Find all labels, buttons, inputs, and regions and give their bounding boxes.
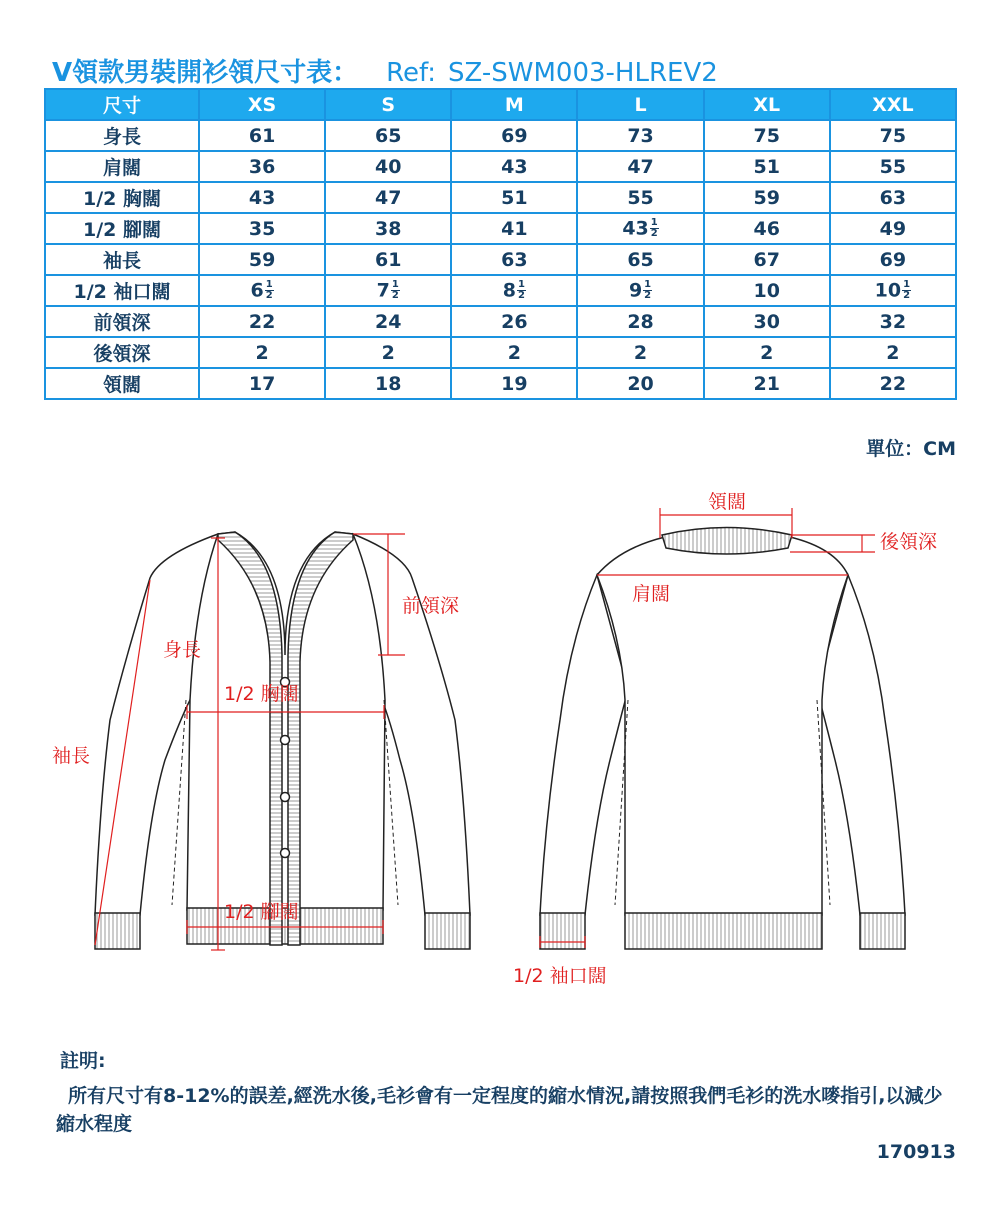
table-row <box>45 368 956 399</box>
table-body <box>45 120 956 399</box>
header-cell: XL <box>704 89 830 120</box>
notes-body: 所有尺寸有8-12%的誤差,經洗水後,毛衫會有一定程度的縮水情況,請按照我們毛衫的洗水嘜指引,以減少縮水程度 <box>56 1085 943 1135</box>
label-back-neck-depth: 後領深 <box>880 531 938 553</box>
table-cell: 2 <box>830 337 956 368</box>
row-label: 1/2 腳闊 <box>45 213 199 244</box>
table-cell: 2 <box>704 337 830 368</box>
table-cell: 49 <box>830 213 956 244</box>
table-cell: 32 <box>830 306 956 337</box>
table-cell: 67 <box>704 244 830 275</box>
table-cell: 21 <box>704 368 830 399</box>
table-row <box>45 337 956 368</box>
header-cell: L <box>577 89 703 120</box>
label-neck-width: 領闊 <box>708 491 747 513</box>
label-front-neck-depth: 前領深 <box>402 595 460 617</box>
table-cell: 36 <box>199 151 325 182</box>
label-half-chest: 1/2 胸闊 <box>224 683 299 705</box>
back-sweater <box>540 528 905 950</box>
table-cell: 8 $\frac{1}{2}$ <box>451 275 577 306</box>
row-label: 袖長 <box>45 244 199 275</box>
back-left-cuff <box>540 913 585 949</box>
table-cell: 2 <box>577 337 703 368</box>
table-cell: 26 <box>451 306 577 337</box>
table-cell: 59 <box>199 244 325 275</box>
table-cell: 51 <box>451 182 577 213</box>
table-cell: 17 <box>199 368 325 399</box>
back-collar <box>662 528 792 555</box>
row-label: 後領深 <box>45 337 199 368</box>
table-cell: 19 <box>451 368 577 399</box>
table-cell: 43 $\frac{1}{2}$ <box>577 213 703 244</box>
table-cell: 22 <box>199 306 325 337</box>
table-cell: 55 <box>577 182 703 213</box>
back-right-cuff <box>860 913 905 949</box>
label-half-hem: 1/2 腳闊 <box>224 901 299 923</box>
table-row <box>45 120 956 151</box>
table-cell: 73 <box>577 120 703 151</box>
table-row <box>45 213 956 244</box>
row-label: 肩闊 <box>45 151 199 182</box>
label-half-cuff: 1/2 袖口闊 <box>513 965 607 987</box>
header-cell: XXL <box>830 89 956 120</box>
table-cell: 28 <box>577 306 703 337</box>
table-cell: 55 <box>830 151 956 182</box>
front-right-cuff <box>425 913 470 949</box>
table-row <box>45 182 956 213</box>
table-cell: 22 <box>830 368 956 399</box>
label-body-length: 身長 <box>163 639 202 661</box>
table-cell: 2 <box>199 337 325 368</box>
table-cell: 75 <box>830 120 956 151</box>
row-label: 1/2 袖口闊 <box>45 275 199 306</box>
table-header-row <box>45 89 956 120</box>
row-label: 身長 <box>45 120 199 151</box>
table-cell: 63 <box>451 244 577 275</box>
table-cell: 9 $\frac{1}{2}$ <box>577 275 703 306</box>
table-cell: 63 <box>830 182 956 213</box>
page-title <box>52 52 718 89</box>
back-hem-rib <box>625 913 822 949</box>
table-cell: 6 $\frac{1}{2}$ <box>199 275 325 306</box>
header-cell: S <box>325 89 451 120</box>
header-cell: 尺寸 <box>45 89 199 120</box>
table-cell: 69 <box>830 244 956 275</box>
row-label: 前領深 <box>45 306 199 337</box>
table-cell: 65 <box>325 120 451 151</box>
table-cell: 7 $\frac{1}{2}$ <box>325 275 451 306</box>
table-cell: 59 <box>704 182 830 213</box>
document-code: 170913 <box>876 1141 956 1163</box>
title-main: V領款男裝開衫領尺寸表： <box>52 58 359 88</box>
table-cell: 61 <box>199 120 325 151</box>
table-cell: 47 <box>325 182 451 213</box>
table-cell: 10 $\frac{1}{2}$ <box>830 275 956 306</box>
table-cell: 35 <box>199 213 325 244</box>
header-cell: XS <box>199 89 325 120</box>
table-cell: 41 <box>451 213 577 244</box>
table-cell: 2 <box>325 337 451 368</box>
table-row <box>45 306 956 337</box>
unit-label: 單位：CM <box>866 438 956 460</box>
size-table <box>44 88 957 400</box>
table-cell: 40 <box>325 151 451 182</box>
table-cell: 10 <box>704 275 830 306</box>
table-cell: 38 <box>325 213 451 244</box>
table-row <box>45 151 956 182</box>
table-cell: 20 <box>577 368 703 399</box>
table-cell: 51 <box>704 151 830 182</box>
table-cell: 2 <box>451 337 577 368</box>
table-row <box>45 244 956 275</box>
table-cell: 30 <box>704 306 830 337</box>
table-cell: 46 <box>704 213 830 244</box>
notes-heading: 註明: <box>60 1050 106 1072</box>
table-cell: 43 <box>451 151 577 182</box>
label-sleeve-length: 袖長 <box>52 745 91 767</box>
table-cell: 75 <box>704 120 830 151</box>
table-cell: 69 <box>451 120 577 151</box>
garment-diagram <box>0 470 1000 990</box>
table-cell: 43 <box>199 182 325 213</box>
front-left-cuff <box>95 913 140 949</box>
table-cell: 65 <box>577 244 703 275</box>
title-ref-code: SZ-SWM003-HLREV2 <box>448 58 718 88</box>
table-cell: 18 <box>325 368 451 399</box>
label-shoulder-width: 肩闊 <box>632 583 671 605</box>
row-label: 領闊 <box>45 368 199 399</box>
table-cell: 47 <box>577 151 703 182</box>
table-cell: 24 <box>325 306 451 337</box>
header-cell: M <box>451 89 577 120</box>
table-cell: 61 <box>325 244 451 275</box>
table-row <box>45 275 956 306</box>
title-ref-label: Ref: <box>386 58 437 88</box>
row-label: 1/2 胸闊 <box>45 182 199 213</box>
